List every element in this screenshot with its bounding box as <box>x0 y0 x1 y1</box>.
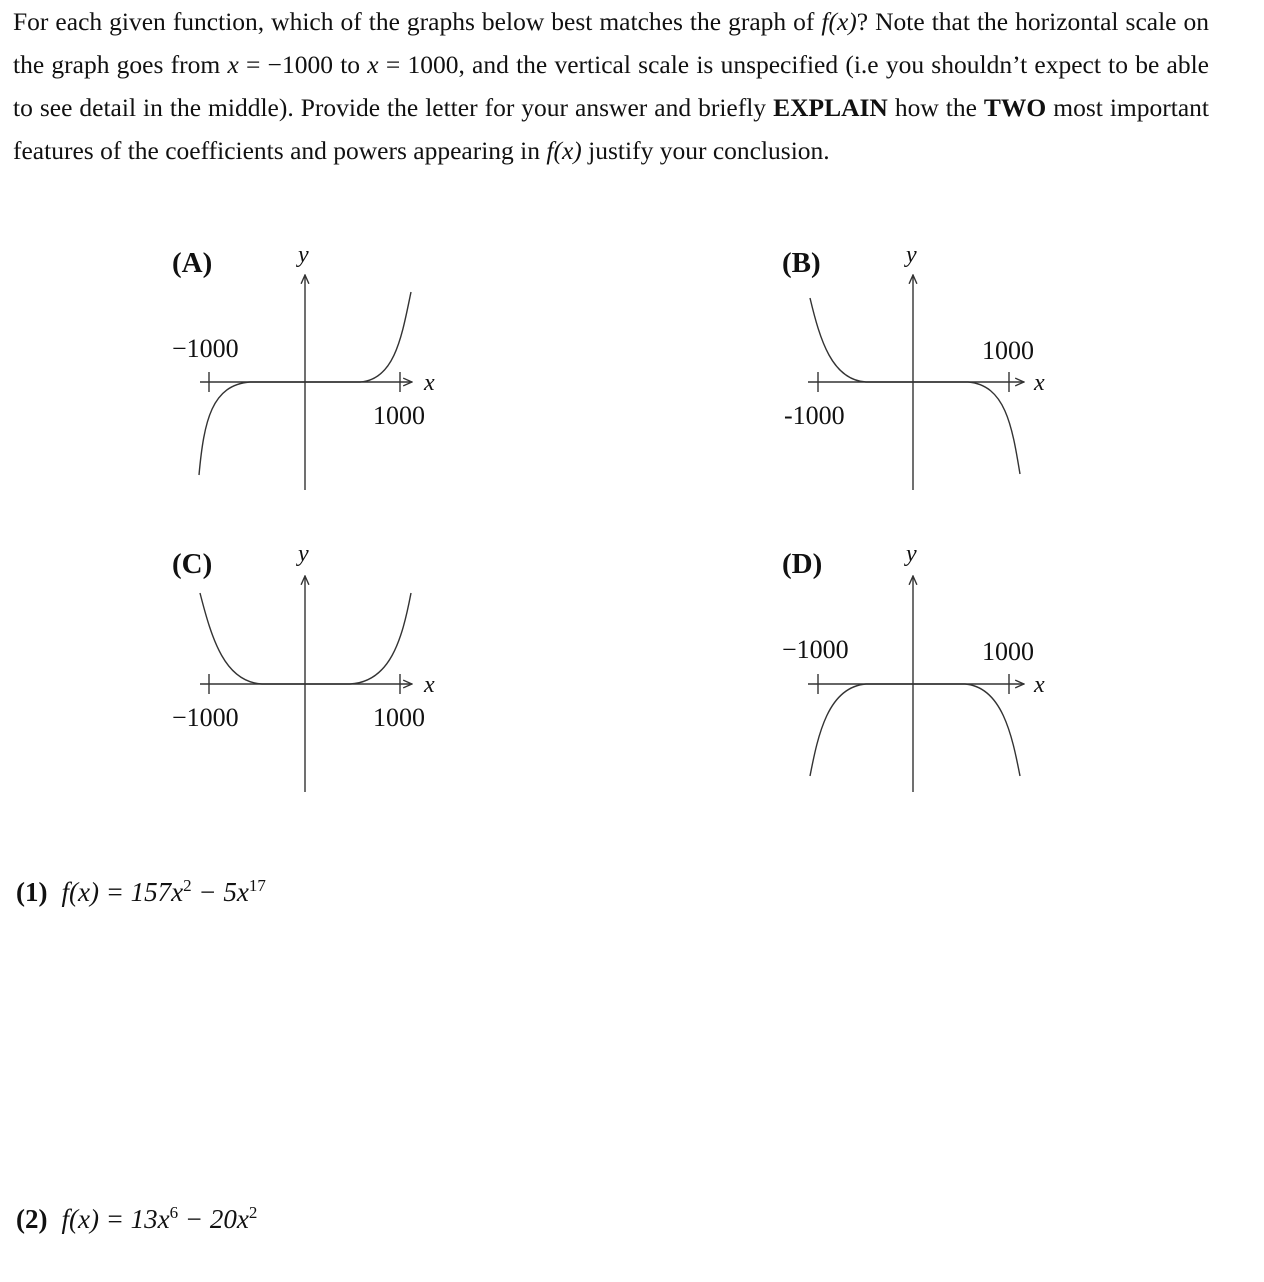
graph-a-letter: (A) <box>172 247 213 279</box>
intro-fx-1: f(x) <box>821 7 857 36</box>
graph-d-y-label: y <box>906 541 917 567</box>
graph-b-x-label: x <box>1034 370 1045 396</box>
intro-text-5: how the <box>887 93 984 122</box>
graph-d-letter: (D) <box>782 548 823 580</box>
intro-text-6: most important features of the coefficients and powers appearing in <box>13 93 1209 165</box>
problem-1-term-2: − 5x <box>191 877 249 907</box>
graph-c-neg-label: −1000 <box>172 703 239 732</box>
graph-b-neg-label: -1000 <box>784 401 845 430</box>
graph-c-pos-label: 1000 <box>373 703 425 732</box>
problem-2-number: (2) <box>16 1204 48 1234</box>
intro-x-1: x <box>227 50 239 79</box>
graph-d-pos-label: 1000 <box>982 637 1034 666</box>
intro-text-3: = −1000 to <box>238 50 368 79</box>
graph-b-pos-label: 1000 <box>982 336 1034 365</box>
graph-c-x-label: x <box>424 672 435 698</box>
problem-2-term-2: − 20x <box>178 1204 249 1234</box>
problem-2-exponent-1: 6 <box>169 1203 179 1222</box>
intro-bold-explain: EXPLAIN <box>773 93 888 122</box>
problem-1-term-1: f(x) = 157x <box>61 877 184 907</box>
intro-text-1: For each given function, which of the graphs below best matches the graph of <box>13 7 822 36</box>
intro-fx-2: f(x) <box>546 136 582 165</box>
problem-2-term-1: f(x) = 13x <box>61 1204 170 1234</box>
problem-1-exponent-1: 2 <box>183 876 192 895</box>
intro-text-2: ? Note that the horizontal scale on the graph goes from <box>13 7 1209 79</box>
graph-a <box>172 242 435 490</box>
graph-d-neg-label: −1000 <box>782 635 849 664</box>
graph-b-y-label: y <box>906 242 917 268</box>
graph-a-x-label: x <box>424 370 435 396</box>
problem-2 <box>16 1203 257 1235</box>
intro-text-4: = 1000, and the vertical scale is unspecified (i.e you shouldn’t expect to be able to see detail in the middle). Provide the letter for your answer and briefly <box>13 50 1209 122</box>
graph-b-curve <box>810 298 1020 474</box>
graph-c <box>172 541 435 792</box>
graph-c-y-label: y <box>298 541 309 567</box>
problem-2-exponent-2: 2 <box>248 1203 258 1222</box>
graph-d <box>782 541 1045 792</box>
intro-bold-two: TWO <box>983 93 1047 122</box>
intro-text-7: justify your conclusion. <box>581 136 830 165</box>
graph-a-neg-label: −1000 <box>172 334 239 363</box>
intro-x-2: x <box>367 50 379 79</box>
graph-b-letter: (B) <box>782 247 821 279</box>
graph-d-curve <box>810 684 1020 776</box>
graph-a-pos-label: 1000 <box>373 401 425 430</box>
graph-b <box>782 242 1045 490</box>
problem-1-number: (1) <box>16 877 48 907</box>
graph-c-letter: (C) <box>172 548 213 580</box>
graph-d-x-label: x <box>1034 672 1045 698</box>
problem-1-exponent-2: 17 <box>248 876 266 895</box>
graph-a-y-label: y <box>298 242 309 268</box>
problem-1 <box>16 876 266 908</box>
